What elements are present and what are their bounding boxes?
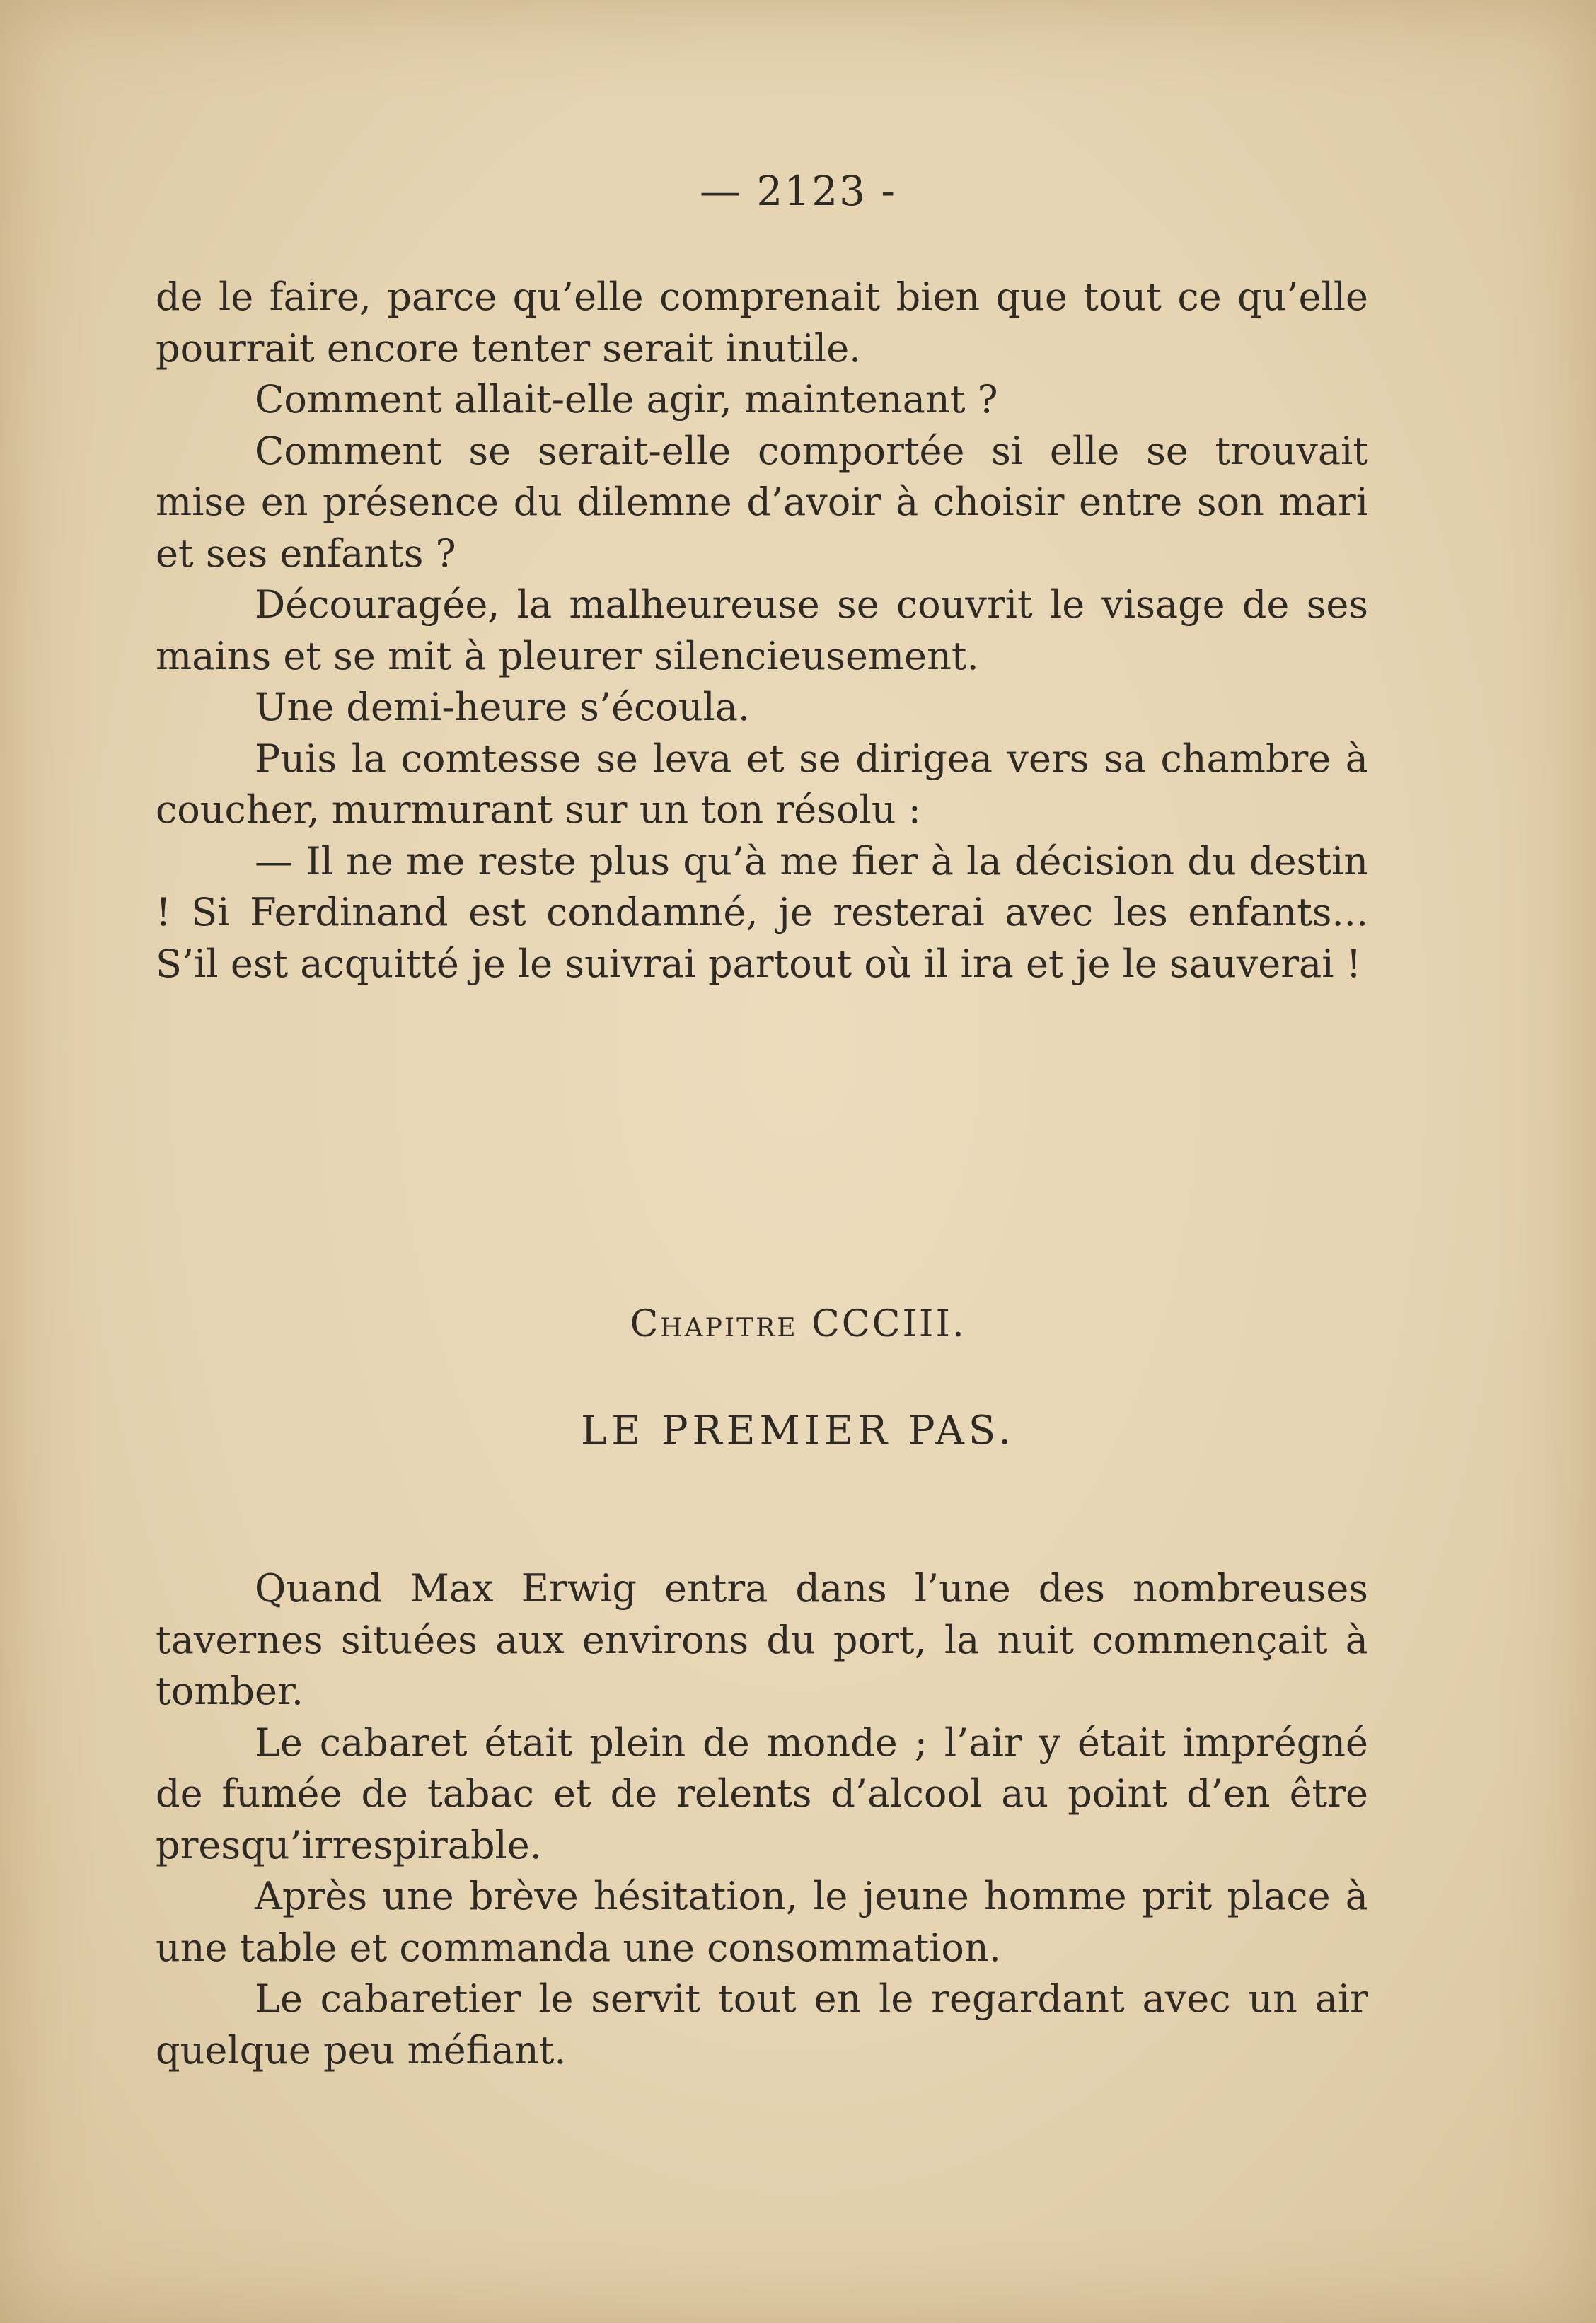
paragraph: Comment allait-elle agir, maintenant ? bbox=[255, 377, 998, 422]
chapter-title: LE PREMIER PAS. bbox=[580, 1408, 1016, 1454]
paragraph: — Il ne me reste plus qu’à me fier à la décision du destin ! Si Ferdinand est condamné, je resterai avec les enfants... S’il est acquitté je le suivrai partout où il ira et je le sauverai ! bbox=[156, 838, 1368, 986]
paragraph: de le faire, parce qu’elle comprenait bien que tout ce qu’elle pourrait encore tenter serait inutile. bbox=[156, 274, 1368, 371]
chapter-label: Chapitre CCCIII. bbox=[630, 1303, 966, 1345]
paragraph: Puis la comtesse se leva et se dirigea vers sa chambre à coucher, murmurant sur un ton résolu : bbox=[156, 736, 1368, 832]
paragraph: Découragée, la malheureuse se couvrit le visage de ses mains et se mit à pleurer silencieusement. bbox=[156, 582, 1368, 678]
paragraph: Comment se serait-elle comportée si elle se trouvait mise en présence du dilemne d’avoir à choisir entre son mari et ses enfants ? bbox=[156, 428, 1368, 576]
top-text-block bbox=[156, 272, 1368, 990]
page-number: — 2123 - bbox=[699, 167, 897, 215]
paragraph: Après une brève hésitation, le jeune homme prit place à une table et commanda une consommation. bbox=[156, 1874, 1368, 1970]
paragraph: Le cabaretier le servit tout en le regardant avec un air quelque peu méfiant. bbox=[156, 1976, 1368, 2073]
paragraph: Le cabaret était plein de monde ; l’air y était imprégné de fumée de tabac et de relents d’alcool au point d’en être presqu’irrespirable. bbox=[156, 1720, 1368, 1867]
paragraph: Quand Max Erwig entra dans l’une des nombreuses tavernes situées aux environs du port, la nuit commençait à tomber. bbox=[156, 1566, 1368, 1713]
bottom-text-block bbox=[156, 1563, 1368, 2076]
paragraph: Une demi-heure s’écoula. bbox=[255, 685, 751, 729]
